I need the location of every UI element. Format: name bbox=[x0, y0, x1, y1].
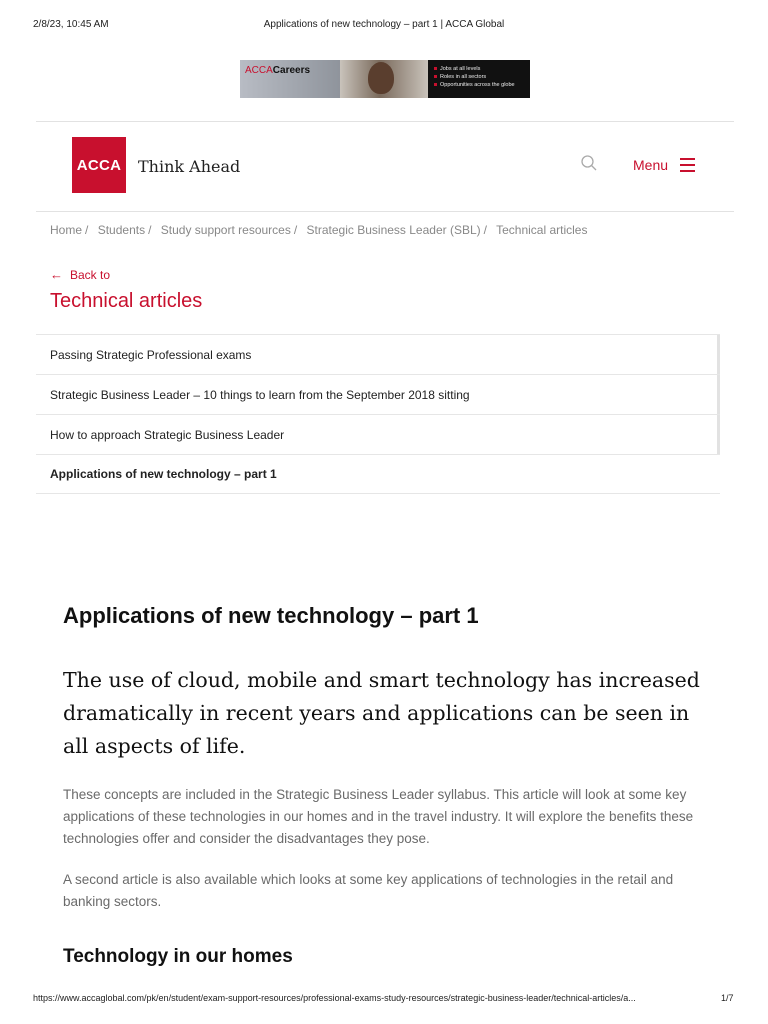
nav-item-applications-new-technology[interactable]: Applications of new technology – part 1 bbox=[36, 454, 720, 494]
breadcrumb-sbl[interactable]: Strategic Business Leader (SBL) bbox=[306, 223, 481, 237]
breadcrumb-technical-articles[interactable]: Technical articles bbox=[496, 223, 588, 237]
banner-brand-careers: Careers bbox=[272, 65, 311, 76]
banner-bullet: Roles in all sectors bbox=[434, 73, 530, 81]
banner-bullet: Opportunities across the globe bbox=[434, 81, 530, 89]
nav-item-passing-strategic-professional[interactable]: Passing Strategic Professional exams bbox=[36, 334, 720, 374]
breadcrumb-separator: / bbox=[293, 223, 298, 237]
tagline: Think Ahead bbox=[138, 157, 241, 176]
breadcrumb-students[interactable]: Students bbox=[97, 223, 146, 237]
back-label: Back to bbox=[70, 267, 111, 282]
hamburger-icon bbox=[680, 158, 695, 172]
article-lead: The use of cloud, mobile and smart technology has increased dramatically in recent years and applications can be seen in all aspects of life. bbox=[63, 668, 700, 758]
header-divider-top bbox=[36, 121, 734, 122]
article-nav bbox=[36, 334, 720, 494]
print-footer bbox=[0, 993, 768, 1007]
article-paragraph: A second article is also available which looks at some key applications of technologies in the retail and banking sectors. bbox=[63, 872, 674, 909]
print-header bbox=[0, 19, 768, 33]
arrow-left-icon: ← bbox=[50, 267, 63, 282]
banner-bullets bbox=[428, 60, 530, 98]
article-subheading: Technology in our homes bbox=[63, 946, 293, 967]
breadcrumb-separator: / bbox=[483, 223, 487, 237]
banner-bullet: Jobs at all levels bbox=[434, 65, 530, 73]
search-icon[interactable] bbox=[580, 154, 598, 172]
breadcrumb-separator: / bbox=[148, 223, 152, 237]
back-link[interactable] bbox=[50, 267, 110, 282]
article-title: Applications of new technology – part 1 bbox=[63, 603, 479, 628]
banner-brand-acca: ACCA bbox=[245, 65, 273, 76]
breadcrumb-home[interactable]: Home bbox=[50, 223, 83, 237]
section-title[interactable]: Technical articles bbox=[50, 290, 203, 312]
article-paragraph: These concepts are included in the Strategic Business Leader syllabus. This article will look at some key applications of these technologies in our homes and in the travel industry. It will explore the benefits these technologies offer and consider the disadvantages they pose. bbox=[63, 787, 694, 846]
menu-label: Menu bbox=[633, 157, 669, 173]
nav-item-sbl-10-things[interactable]: Strategic Business Leader – 10 things to learn from the September 2018 sitting bbox=[36, 374, 720, 414]
acca-logo[interactable]: ACCA bbox=[72, 137, 126, 193]
banner-brand bbox=[245, 65, 310, 77]
banner-person-image bbox=[368, 62, 394, 94]
print-url: https://www.accaglobal.com/pk/en/student/exam-support-resources/professional-exams-study-resources/strategic-business-leader/technical-articles/a... bbox=[33, 993, 636, 1003]
careers-banner[interactable] bbox=[240, 60, 530, 98]
breadcrumb-study-support[interactable]: Study support resources bbox=[160, 223, 291, 237]
print-title: Applications of new technology – part 1 | ACCA Global bbox=[263, 19, 505, 30]
print-page-number: 1/7 bbox=[721, 993, 734, 1003]
breadcrumb-separator: / bbox=[85, 223, 89, 237]
nav-item-how-to-approach-sbl[interactable]: How to approach Strategic Business Leader bbox=[36, 414, 720, 454]
breadcrumb bbox=[50, 223, 587, 237]
menu-button[interactable] bbox=[633, 154, 695, 176]
header-divider-bottom bbox=[36, 211, 734, 212]
print-date: 2/8/23, 10:45 AM bbox=[33, 19, 109, 30]
